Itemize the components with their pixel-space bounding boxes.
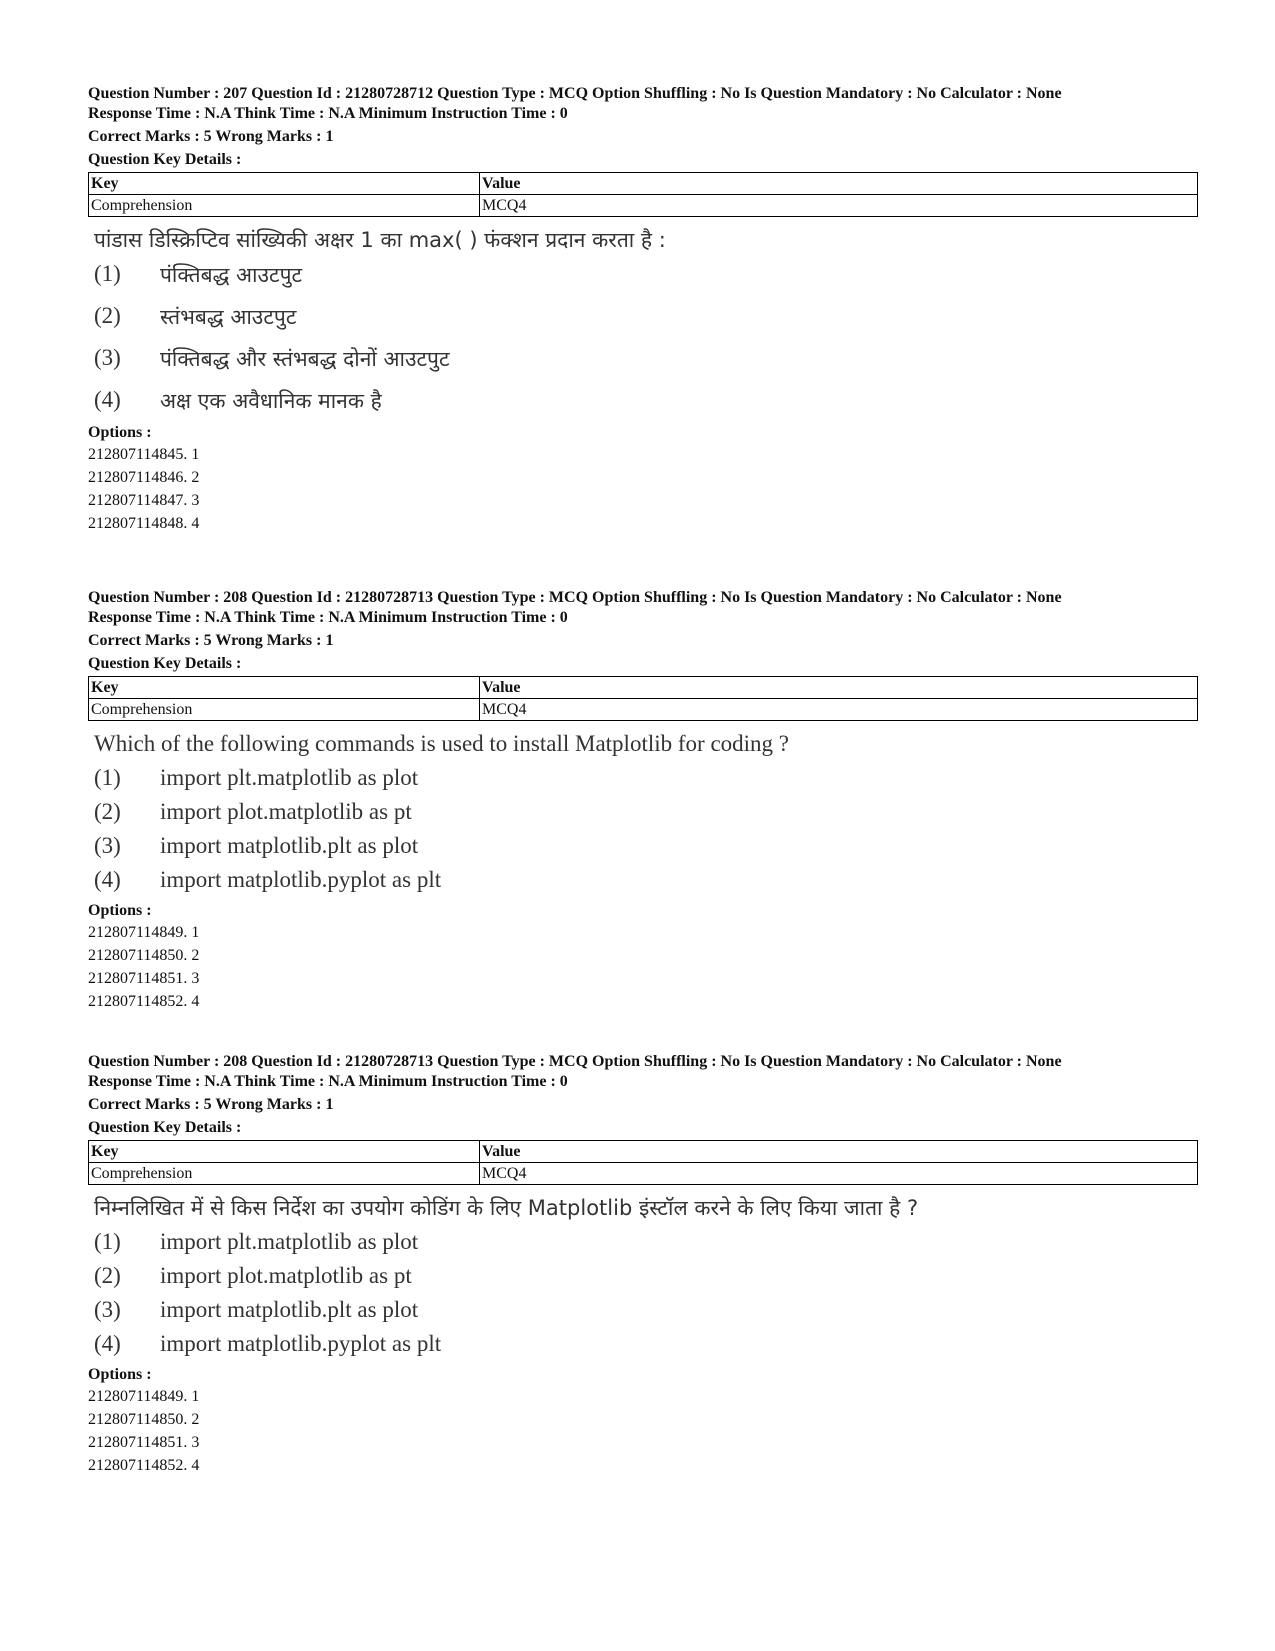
marks-line: Correct Marks : 5 Wrong Marks : 1	[88, 1096, 334, 1113]
option-id: 212807114845. 1	[88, 446, 200, 463]
key-header: Key	[89, 173, 480, 195]
choice-number: (1)	[94, 261, 121, 286]
choice-item	[94, 1297, 1198, 1323]
choice-text: import plt.matplotlib as plot	[160, 765, 419, 790]
key-header: Key	[89, 1141, 480, 1163]
choice-number: (4)	[94, 867, 121, 892]
option-id: 212807114852. 4	[88, 993, 200, 1010]
choice-text: import matplotlib.pyplot as plt	[160, 867, 442, 892]
key-details-label: Question Key Details :	[88, 655, 242, 672]
choice-item	[94, 1331, 1198, 1357]
choice-number: (4)	[94, 387, 121, 412]
choice-text: import matplotlib.plt as plot	[160, 1297, 419, 1322]
question-block	[88, 1052, 1198, 1477]
marks-line: Correct Marks : 5 Wrong Marks : 1	[88, 632, 334, 649]
options-label: Options :	[88, 424, 152, 441]
choice-item	[94, 867, 1198, 893]
value-cell: MCQ4	[480, 699, 1198, 721]
options-label: Options :	[88, 902, 152, 919]
question-stem: निम्नलिखित में से किस निर्देश का उपयोग कोडिंग के लिए Matplotlib इंस्टॉल करने के लिए किया जाता है ?	[94, 1196, 919, 1220]
option-id: 212807114850. 2	[88, 1411, 200, 1428]
question-meta-line1: Question Number : 207 Question Id : 21280728712 Question Type : MCQ Option Shuffling : No Is Question Mandatory : No Calculator : None	[88, 85, 1062, 102]
choice-number: (3)	[94, 1297, 121, 1322]
key-cell: Comprehension	[89, 195, 480, 217]
value-header: Value	[480, 677, 1198, 699]
key-cell: Comprehension	[89, 699, 480, 721]
choice-item	[94, 799, 1198, 825]
value-header: Value	[480, 173, 1198, 195]
choice-text: पंक्तिबद्ध और स्तंभबद्ध दोनों आउटपुट	[160, 347, 450, 371]
choice-item	[94, 387, 1198, 415]
question-meta-line2: Response Time : N.A Think Time : N.A Minimum Instruction Time : 0	[88, 1073, 568, 1090]
choice-item	[94, 765, 1198, 791]
choice-number: (1)	[94, 765, 121, 790]
key-details-label: Question Key Details :	[88, 1119, 242, 1136]
key-header: Key	[89, 677, 480, 699]
choice-number: (3)	[94, 833, 121, 858]
option-id: 212807114850. 2	[88, 947, 200, 964]
choice-text: import plt.matplotlib as plot	[160, 1229, 419, 1254]
choice-item	[94, 1263, 1198, 1289]
option-id: 212807114852. 4	[88, 1457, 200, 1474]
question-meta-line1: Question Number : 208 Question Id : 21280728713 Question Type : MCQ Option Shuffling : No Is Question Mandatory : No Calculator : None	[88, 589, 1062, 606]
marks-line: Correct Marks : 5 Wrong Marks : 1	[88, 128, 334, 145]
option-id: 212807114848. 4	[88, 515, 200, 532]
choice-item	[94, 261, 1198, 289]
choice-text: import plot.matplotlib as pt	[160, 799, 412, 824]
question-meta-line1: Question Number : 208 Question Id : 21280728713 Question Type : MCQ Option Shuffling : No Is Question Mandatory : No Calculator : None	[88, 1053, 1062, 1070]
key-cell: Comprehension	[89, 1163, 480, 1185]
question-stem: Which of the following commands is used to install Matplotlib for coding ?	[94, 731, 789, 756]
value-cell: MCQ4	[480, 195, 1198, 217]
value-cell: MCQ4	[480, 1163, 1198, 1185]
key-details-table	[88, 676, 1198, 721]
option-id: 212807114847. 3	[88, 492, 200, 509]
choice-text: import matplotlib.plt as plot	[160, 833, 419, 858]
choice-item	[94, 833, 1198, 859]
option-id: 212807114849. 1	[88, 1388, 200, 1405]
choice-item	[94, 303, 1198, 331]
value-header: Value	[480, 1141, 1198, 1163]
option-id: 212807114851. 3	[88, 1434, 200, 1451]
choice-text: अक्ष एक अवैधानिक मानक है	[160, 389, 382, 413]
choice-item	[94, 1229, 1198, 1255]
choice-number: (2)	[94, 1263, 121, 1288]
option-id: 212807114846. 2	[88, 469, 200, 486]
choice-number: (1)	[94, 1229, 121, 1254]
question-stem: पांडास डिस्क्रिप्टिव सांख्यिकी अक्षर 1 का max( ) फंक्शन प्रदान करता है :	[94, 228, 666, 252]
question-block	[88, 588, 1198, 1013]
question-meta-line2: Response Time : N.A Think Time : N.A Minimum Instruction Time : 0	[88, 609, 568, 626]
options-label: Options :	[88, 1366, 152, 1383]
key-details-label: Question Key Details :	[88, 151, 242, 168]
choice-text: import plot.matplotlib as pt	[160, 1263, 412, 1288]
option-id: 212807114849. 1	[88, 924, 200, 941]
key-details-table	[88, 1140, 1198, 1185]
question-meta-line2: Response Time : N.A Think Time : N.A Minimum Instruction Time : 0	[88, 105, 568, 122]
question-block	[88, 84, 1198, 535]
choice-list	[94, 1229, 1198, 1357]
choice-text: पंक्तिबद्ध आउटपुट	[160, 263, 303, 287]
choice-number: (3)	[94, 345, 121, 370]
choice-text: स्तंभबद्ध आउटपुट	[160, 305, 297, 329]
key-details-table	[88, 172, 1198, 217]
choice-list	[94, 261, 1198, 415]
choice-item	[94, 345, 1198, 373]
choice-number: (2)	[94, 799, 121, 824]
choice-list	[94, 765, 1198, 893]
option-id: 212807114851. 3	[88, 970, 200, 987]
choice-number: (2)	[94, 303, 121, 328]
choice-text: import matplotlib.pyplot as plt	[160, 1331, 442, 1356]
choice-number: (4)	[94, 1331, 121, 1356]
